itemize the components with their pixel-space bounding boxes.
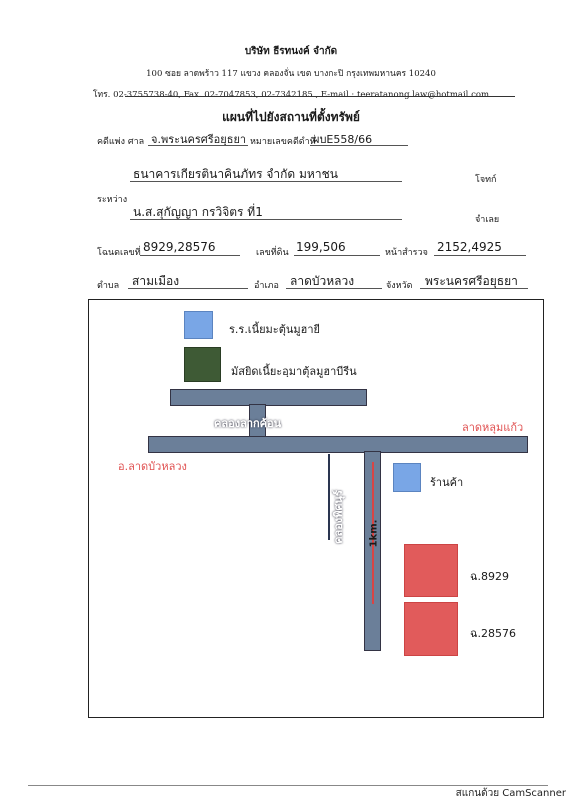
land-no-label: เลขที่ดิน [256,248,289,258]
subdistrict-underline [128,288,248,289]
black-no-underline [310,145,408,146]
court-value: จ.พระนครศรีอยุธยา [151,133,247,146]
plaintiff-value: ธนาคารเกียรตินาคินภัทร จำกัด มหาชน [133,167,338,181]
deed-underline [140,255,240,256]
company-name: บริษัท ธีรทนงค์ จำกัด [244,46,338,57]
plot-8929-label: ฉ.8929 [470,570,509,583]
header-divider [125,96,515,97]
school-marker [184,311,213,339]
survey-label: หน้าสำรวจ [385,248,428,258]
document-title: แผนที่ไปยังสถานที่ตั้งทรัพย์ [222,110,360,124]
district-underline [286,288,382,289]
black-no-label: หมายเลขคดีดำที่ [250,137,316,147]
scanner-watermark: สแกนด้วย CamScanner [455,788,566,799]
land-no-value: 199,506 [296,240,346,254]
province-underline [420,288,528,289]
black-no-value: ผบE558/66 [313,133,373,146]
canal-phitsanu-label: คลองพิศนุร์ [331,490,345,544]
canal-lakkon-label: คลองลากค้อน [214,417,282,430]
company-address: 100 ซอย ลาดพร้าว 117 แขวง คลองจั่น เขต บางกะปิ กรุงเทพมหานคร 10240 [146,69,436,79]
plot-28576-label: ฉ.28576 [470,627,516,640]
main-road [148,436,528,453]
mosque-label: มัสยิดเนี้ยะอฺมาตุ้ลมูฮาบีรีน [231,365,357,378]
company-contact: โทร. 02-3755738-40, Fax. 02-7047853, 02-7342185 , E-mail : teeratanong.law@hotmail.com [92,90,490,100]
plaintiff-underline [130,181,402,182]
plot-8929-marker [404,544,458,597]
court-underline [148,145,248,146]
between-label: ระหว่าง [97,195,128,205]
province-label: จังหวัด [386,281,413,291]
to-lat-bua-luang-label: อ.ลาดบัวหลวง [118,460,187,473]
deed-label: โฉนดเลขที่ [97,248,141,258]
distance-label: 1km. [368,519,380,548]
plaintiff-role: โจทก์ [475,175,497,185]
district-label: อำเภอ [254,281,279,291]
school-label: ร.ร.เนี้ยมะตุ้นมูฮายี [229,323,320,336]
land-no-underline [294,255,380,256]
defendant-underline [130,219,402,220]
mosque-marker [184,347,221,382]
to-laem-kaeo-label: ลาดหลุมแก้ว [462,421,524,434]
district-value: ลาดบัวหลวง [290,274,355,288]
case-label: คดีแพ่ง ศาล [97,137,145,147]
deed-value: 8929,28576 [143,240,216,254]
plot-28576-marker [404,602,458,656]
province-value: พระนครศรีอยุธยา [425,274,518,288]
defendant-value: น.ส.สุกัญญา กรวิจิตร ที่1 [133,205,263,219]
canal-lakkon-road [170,389,367,406]
defendant-role: จำเลย [475,215,500,225]
subdistrict-value: สามเมือง [132,274,180,288]
subdistrict-label: ตำบล [97,281,120,291]
shop-label: ร้านค้า [430,476,464,489]
shop-marker [393,463,421,492]
survey-underline [434,255,526,256]
survey-value: 2152,4925 [437,240,502,254]
